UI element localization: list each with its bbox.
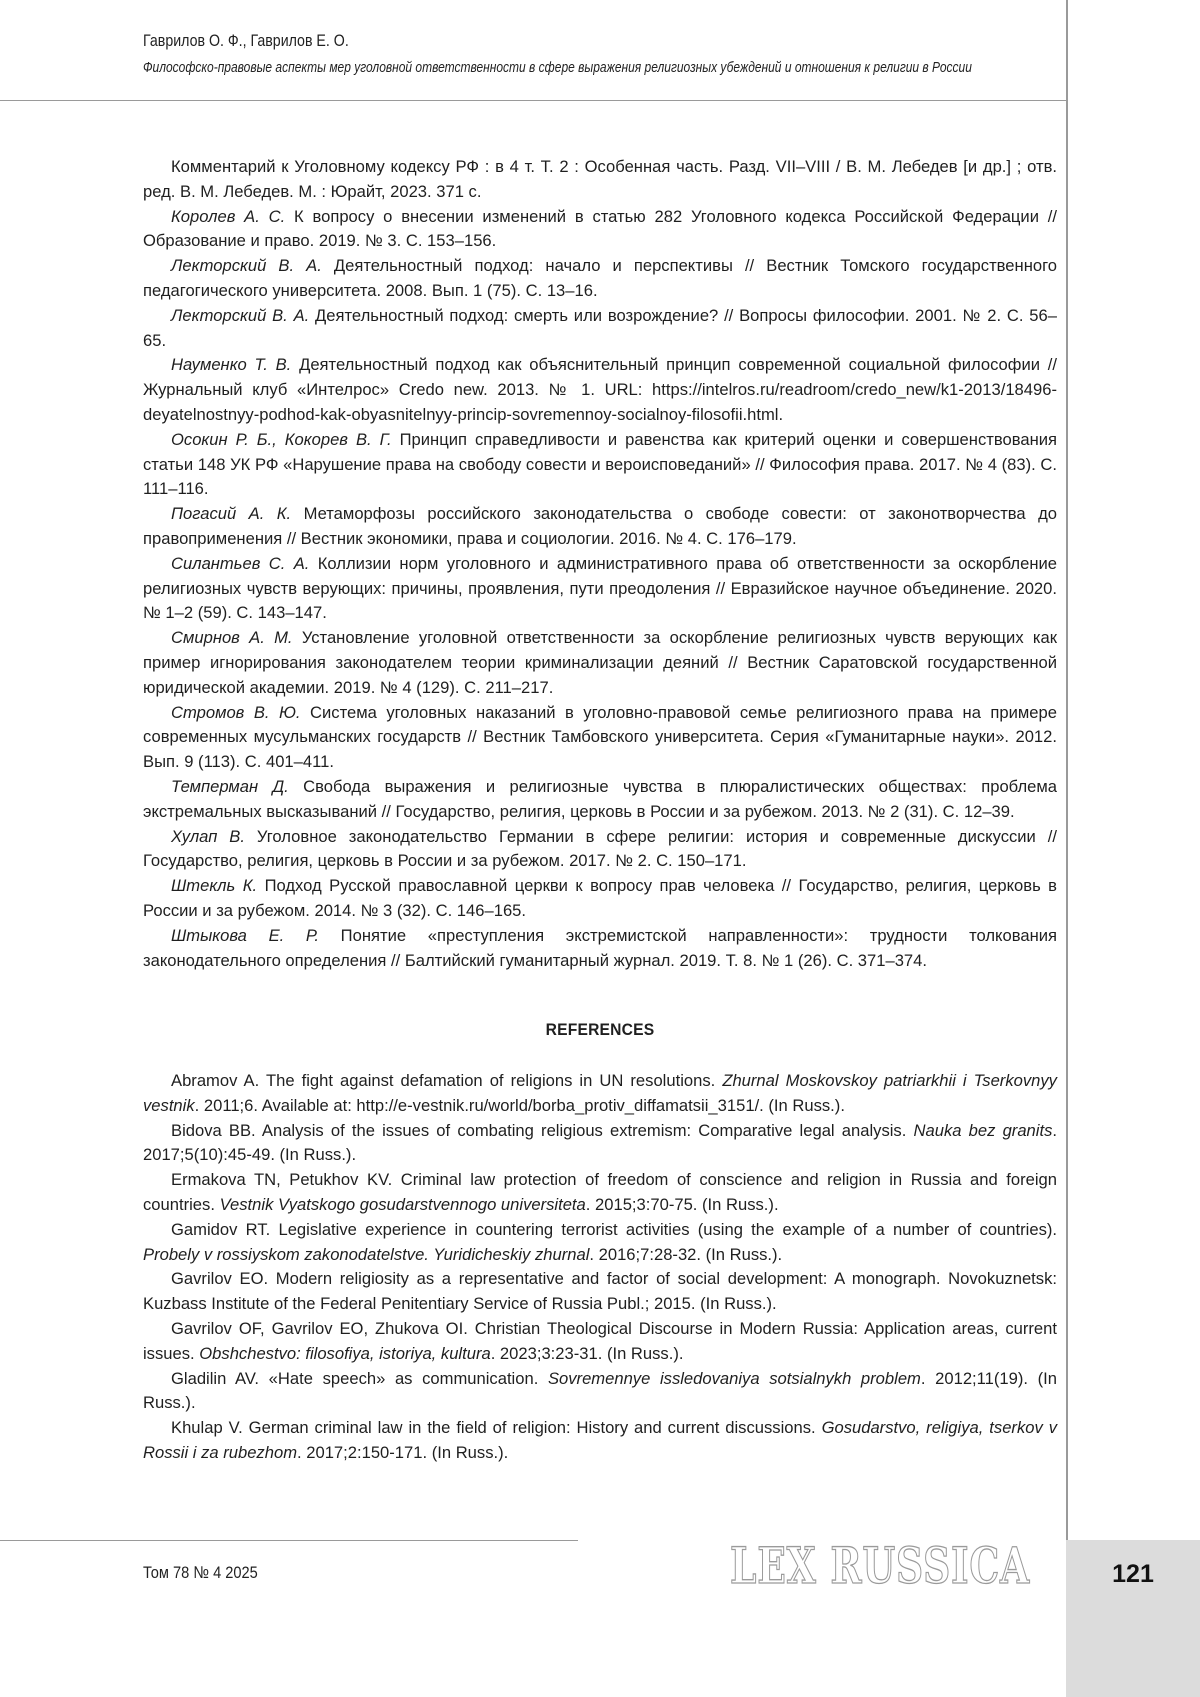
bibliography-entry <box>143 353 1057 427</box>
bibliography-entry <box>143 254 1057 304</box>
reference-journal: Probely v rossiyskom zakonodatelstve. Yuridicheskiy zhurnal <box>143 1245 589 1264</box>
running-header <box>143 32 1058 76</box>
reference-text: Bidova BB. Analysis of the issues of combating religious extremism: Comparative legal analysis. <box>171 1121 914 1140</box>
entry-author: Силантьев С. А. <box>171 554 309 573</box>
entry-author: Осокин Р. Б., Кокорев В. Г. <box>171 430 392 449</box>
reference-text: . 2015;3:70-75. (In Russ.). <box>586 1195 779 1214</box>
bibliography-list <box>143 155 1057 973</box>
entry-text: К вопросу о внесении изменений в статью 282 Уголовного кодекса Российской Федерации // Образование и право. 2019. № 3. С. 153–156. <box>143 207 1057 251</box>
entry-author: Погасий А. К. <box>171 504 291 523</box>
entry-text: Система уголовных наказаний в уголовно-правовой семье религиозного права на примере современных мусульманских государств // Вестник Тамбовского университета. Серия «Гуманитарные науки». 2012. Вып. 9 (113). С. 401–411. <box>143 703 1057 772</box>
reference-text: . 2017;2:150-171. (In Russ.). <box>297 1443 508 1462</box>
reference-entry <box>143 1267 1057 1317</box>
entry-author: Штекль К. <box>171 876 257 895</box>
page-number: 121 <box>1066 1560 1200 1589</box>
bibliography-entry <box>143 155 1057 205</box>
bibliography-entry <box>143 825 1057 875</box>
reference-entry <box>143 1317 1057 1367</box>
reference-text: Gladilin AV. «Hate speech» as communication. <box>171 1369 548 1388</box>
reference-journal: Sovremennye issledovaniya sotsialnykh problem <box>548 1369 921 1388</box>
reference-text: Khulap V. German criminal law in the field of religion: History and current discussions. <box>171 1418 822 1437</box>
bibliography-entry <box>143 428 1057 502</box>
main-content <box>143 155 1057 1466</box>
reference-entry <box>143 1069 1057 1119</box>
reference-entry <box>143 1218 1057 1268</box>
entry-author: Смирнов А. М. <box>171 628 293 647</box>
entry-text: Комментарий к Уголовному кодексу РФ : в 4 т. Т. 2 : Особенная часть. Разд. VII–VIII / В. М. Лебедев [и др.] ; отв. ред. В. М. Лебедев. М. : Юрайт, 2023. 371 с. <box>143 157 1057 201</box>
reference-entry <box>143 1416 1057 1466</box>
entry-text: Принцип справедливости и равенства как критерий оценки и совершенствования статьи 148 УК РФ «Нарушение права на свободу совести и вероисповеданий» // Философия права. 2017. № 4 (83). С. 111–116. <box>143 430 1057 499</box>
bibliography-entry <box>143 502 1057 552</box>
entry-text: Деятельностный подход как объяснительный принцип современной социальной философии // Журнальный клуб «Интелрос» Credo new. 2013. № 1. URL: https://intelros.ru/readroom/credo_new/k1-2013/18496-deyatelnostnyy-podhod-kak-obyasnitelnyy-princip-sovremennoy-socialnoy-filosofii.html. <box>143 355 1057 424</box>
bibliography-entry <box>143 626 1057 700</box>
entry-author: Лекторский В. А. <box>171 306 309 325</box>
bibliography-entry <box>143 205 1057 255</box>
lex-russica-logo <box>728 1535 1033 1595</box>
references-list <box>143 1069 1057 1466</box>
reference-text: Gamidov RT. Legislative experience in countering terrorist activities (using the example of a number of countries). <box>171 1220 1057 1239</box>
header-rule <box>0 100 1066 101</box>
reference-journal: Zhurnal Moskovskoy patriarkhii i Tserkovnyy vestnik <box>143 1071 1057 1115</box>
reference-entry <box>143 1119 1057 1169</box>
reference-text: Gavrilov EO. Modern religiosity as a representative and factor of social development: A monograph. Novokuznetsk: Kuzbass Institute of the Federal Penitentiary Service of Russia Publ.; 2015. (In Russ.). <box>143 1269 1057 1313</box>
entry-author: Королев А. С. <box>171 207 285 226</box>
entry-text: Коллизии норм уголовного и административного права об ответственности за оскорбление религиозных чувств верующих: причины, проявления, пути преодоления // Евразийское научное объединение. 2020. № 1–2 (59). С. 143–147. <box>143 554 1057 623</box>
reference-text: Ermakova TN, Petukhov KV. Criminal law protection of freedom of conscience and religion in Russia and foreign countries. <box>143 1170 1057 1214</box>
reference-text: . 2012;11(19). (In Russ.). <box>143 1369 1057 1413</box>
entry-text: Установление уголовной ответственности за оскорбление религиозных чувств верующих как пример игнорирования законодателем теории криминализации деяний // Вестник Саратовской государственной юридической академии. 2019. № 4 (129). С. 211–217. <box>143 628 1057 697</box>
entry-text: Понятие «преступления экстремистской направленности»: трудности толкования законодательного определения // Балтийский гуманитарный журнал. 2019. Т. 8. № 1 (26). С. 371–374. <box>143 926 1057 970</box>
entry-author: Стромов В. Ю. <box>171 703 301 722</box>
reference-text: Abramov A. The fight against defamation of religions in UN resolutions. <box>171 1071 722 1090</box>
bibliography-entry <box>143 701 1057 775</box>
reference-entry <box>143 1168 1057 1218</box>
reference-entry <box>143 1367 1057 1417</box>
entry-text: Свобода выражения и религиозные чувства в плюралистических обществах: проблема экстремальных высказываний // Государство, религия, церковь в России и за рубежом. 2013. № 2 (31). С. 12–39. <box>143 777 1057 821</box>
entry-text: Уголовное законодательство Германии в сфере религии: история и современные дискуссии // Государство, религия, церковь в России и за рубежом. 2017. № 2. С. 150–171. <box>143 827 1057 871</box>
reference-journal: Vestnik Vyatskogo gosudarstvennogo universiteta <box>220 1195 586 1214</box>
reference-text: . 2016;7:28-32. (In Russ.). <box>589 1245 782 1264</box>
reference-journal: Gosudarstvo, religiya, tserkov v Rossii i za rubezhom <box>143 1418 1057 1462</box>
right-margin-rule <box>1066 0 1068 1540</box>
entry-text: Деятельностный подход: начало и перспективы // Вестник Томского государственного педагогического университета. 2008. Вып. 1 (75). С. 13–16. <box>143 256 1057 300</box>
bibliography-entry <box>143 775 1057 825</box>
footer-rule <box>0 1540 578 1541</box>
references-heading: REFERENCES <box>180 1018 1021 1043</box>
entry-author: Штыкова Е. Р. <box>171 926 319 945</box>
bibliography-entry <box>143 924 1057 974</box>
reference-text: . 2017;5(10):45-49. (In Russ.). <box>143 1121 1057 1165</box>
journal-issue: Том 78 № 4 2025 <box>143 1563 258 1583</box>
entry-author: Темперман Д. <box>171 777 289 796</box>
reference-journal: Nauka bez granits <box>914 1121 1053 1140</box>
entry-author: Хулап В. <box>171 827 245 846</box>
reference-text: Gavrilov OF, Gavrilov EO, Zhukova OI. Christian Theological Discourse in Modern Russia: Application areas, current issues. <box>143 1319 1057 1363</box>
reference-text: . 2023;3:23-31. (In Russ.). <box>491 1344 684 1363</box>
reference-text: . 2011;6. Available at: http://e-vestnik.ru/world/borba_protiv_diffamatsii_3151/. (In Russ.). <box>195 1096 845 1115</box>
entry-text: Подход Русской православной церкви к вопросу прав человека // Государство, религия, церковь в России и за рубежом. 2014. № 3 (32). С. 146–165. <box>143 876 1057 920</box>
header-title: Философско-правовые аспекты мер уголовной ответственности в сфере выражения религиозных убеждений и отношения к религии в России <box>143 59 875 76</box>
entry-author: Лекторский В. А. <box>171 256 322 275</box>
bibliography-entry <box>143 552 1057 626</box>
reference-journal: Obshchestvo: filosofiya, istoriya, kultura <box>199 1344 490 1363</box>
entry-text: Метаморфозы российского законодательства о свободе совести: от законотворчества до правоприменения // Вестник экономики, права и социологии. 2016. № 4. С. 176–179. <box>143 504 1057 548</box>
bibliography-entry <box>143 304 1057 354</box>
logo-text: LEX RUSS <box>730 1536 1030 1595</box>
bibliography-entry <box>143 874 1057 924</box>
entry-text: Деятельностный подход: смерть или возрождение? // Вопросы философии. 2001. № 2. С. 56–65. <box>143 306 1057 350</box>
entry-author: Науменко Т. В. <box>171 355 291 374</box>
header-authors: Гаврилов О. Ф., Гаврилов Е. О. <box>143 32 930 51</box>
